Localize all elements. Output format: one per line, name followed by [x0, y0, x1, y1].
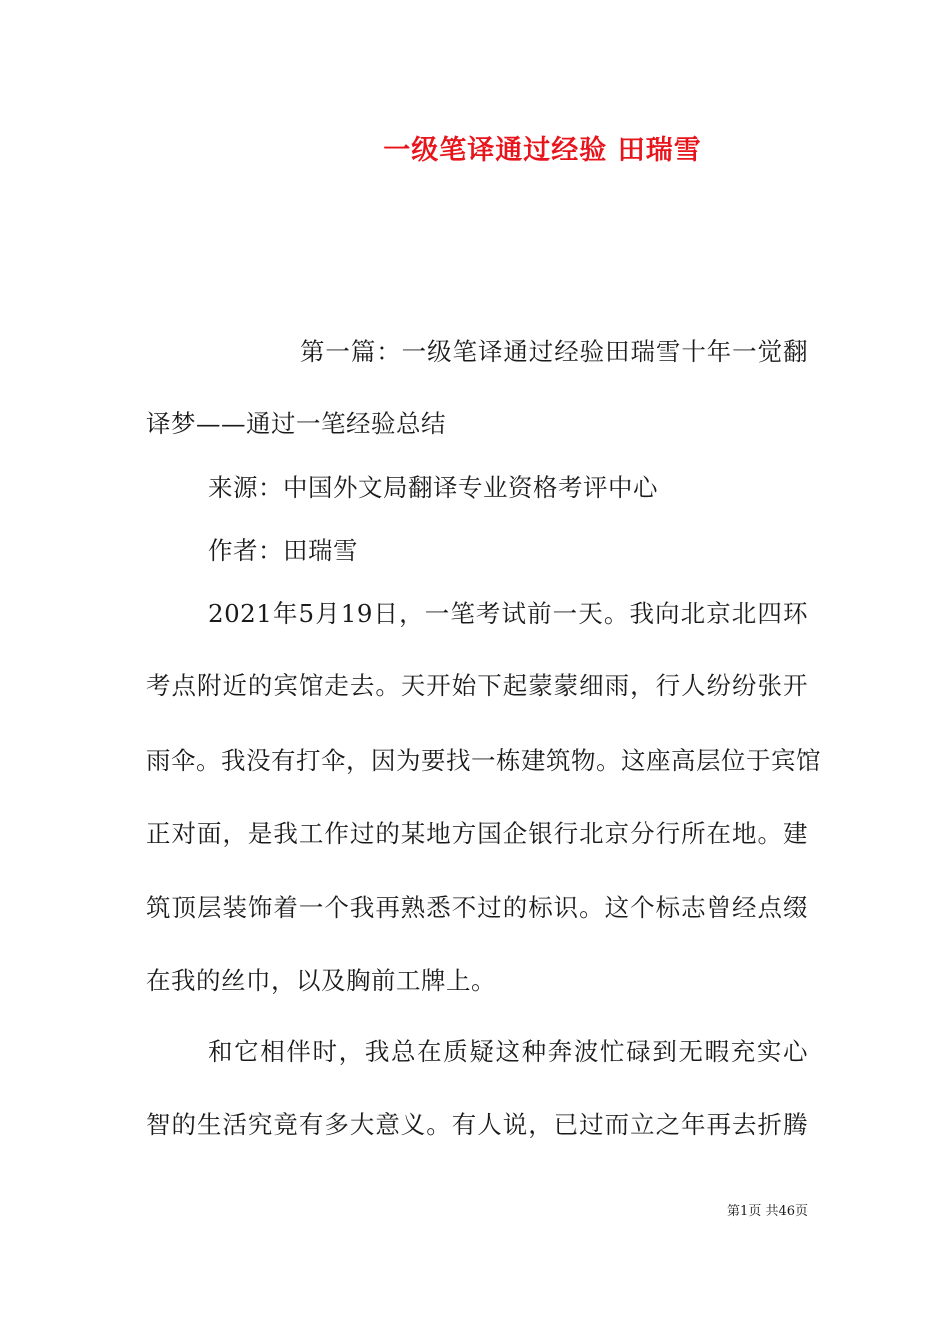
paragraph-line: 来源：中国外文局翻译专业资格考评中心 [208, 473, 658, 502]
document-title: 一级笔译通过经验 田瑞雪 [383, 135, 702, 166]
paragraph-line: 和它相伴时，我总在质疑这种奔波忙碌到无暇充实心 [208, 1037, 808, 1066]
paragraph-line: 译梦——通过一笔经验总结 [146, 409, 446, 438]
paragraph-line: 作者：田瑞雪 [208, 536, 358, 565]
paragraph-line: 智的生活究竟有多大意义。有人说，已过而立之年再去折腾 [146, 1110, 808, 1139]
paragraph-line: 正对面，是我工作过的某地方国企银行北京分行所在地。建 [146, 819, 808, 848]
paragraph-line: 在我的丝巾，以及胸前工牌上。 [146, 966, 496, 995]
paragraph-line: 筑顶层装饰着一个我再熟悉不过的标识。这个标志曾经点缀 [146, 893, 808, 922]
paragraph-line: 考点附近的宾馆走去。天开始下起蒙蒙细雨，行人纷纷张开 [146, 671, 808, 700]
paragraph-line: 2021年5月19日，一笔考试前一天。我向北京北四环 [208, 599, 808, 628]
page-number: 第1页 共46页 [727, 1204, 808, 1219]
paragraph-line: 雨伞。我没有打伞，因为要找一栋建筑物。这座高层位于宾馆 [146, 746, 821, 775]
paragraph-line: 第一篇：一级笔译通过经验田瑞雪十年一觉翻 [300, 337, 808, 366]
